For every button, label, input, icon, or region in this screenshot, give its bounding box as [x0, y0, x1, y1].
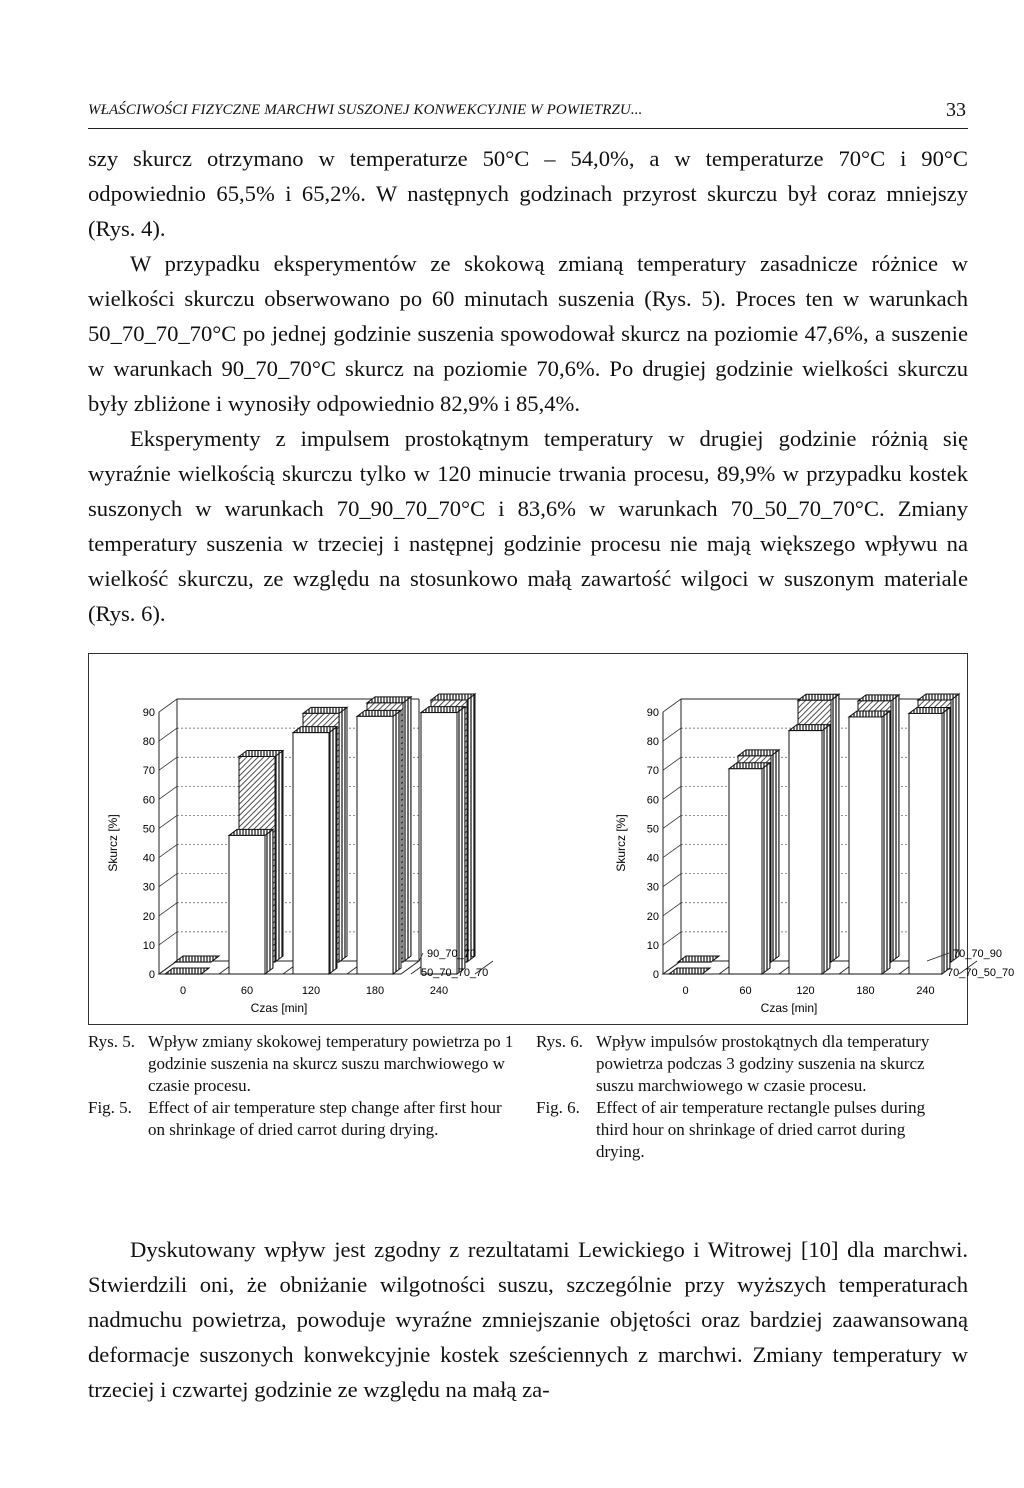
- bar-top-face: [738, 750, 779, 756]
- series-label: 90_70_70: [427, 948, 476, 960]
- caption-rys-5: [88, 1031, 520, 1141]
- bar-side-face: [822, 725, 830, 974]
- bar-side-face: [265, 829, 273, 974]
- bar-top-face: [421, 707, 465, 713]
- bar-50_70_70_70: [293, 727, 337, 974]
- bar-side-face: [329, 727, 337, 974]
- bar-side-face: [891, 695, 899, 962]
- y-tick-label: 20: [142, 910, 155, 923]
- running-title: WŁAŚCIWOŚCI FIZYCZNE MARCHWI SUSZONEJ KONWEKCYJNIE W POWIETRZU...: [88, 102, 643, 118]
- paragraph: szy skurcz otrzymano w temperaturze 50°C – 54,0%, a w temperaturze 70°C i 90°C odpowiednio 65,5% i 65,2%. W następnych godzinach przyrost skurczu był coraz mniejszy (Rys. 4).: [88, 146, 968, 241]
- gridline-side: [159, 815, 177, 828]
- x-tick-label: 240: [916, 985, 935, 997]
- x-tick-label: 180: [365, 985, 385, 997]
- gridline-side: [663, 932, 681, 945]
- bar-top-face: [229, 829, 273, 835]
- bar-front-face: [729, 769, 762, 974]
- bar-top-face: [789, 725, 830, 731]
- caption-text: Effect of air temperature step change after first hour on shrinkage of dried carrot during drying.: [148, 1098, 502, 1139]
- bar-top-face: [918, 694, 959, 700]
- page-number: 33: [946, 99, 966, 121]
- gridline-side: [159, 757, 177, 770]
- gridline-side: [159, 845, 177, 858]
- caption-label: Rys. 5.: [88, 1032, 136, 1051]
- x-tick-label: 240: [429, 985, 449, 997]
- y-tick-label: 40: [646, 852, 659, 865]
- y-tick-label: 70: [142, 765, 155, 778]
- y-tick-label: 20: [646, 910, 659, 923]
- bar-front-face: [789, 731, 822, 974]
- bar-side-face: [393, 710, 401, 974]
- bar-top-face: [357, 710, 401, 716]
- bar-90_70_70: [175, 956, 219, 962]
- paragraph: Eksperymenty z impulsem prostokątnym temperatury w drugiej godzinie różnią się wyraźnie wielkością skurczu tylko w 120 minucie trwania procesu, 89,9% w przypadku kostek suszonych w warunkach 70_90_70_70°C i 83,6% w warunkach 70_50_70_70°C. Zmiany temperatury suszenia w trzeciej i następnej godzinie procesu nie mają większego wpływu na wielkość skurczu, ze względu na stosunkowo małą zawartość wilgoci w suszonym materiale (Rys. 6).: [88, 426, 968, 626]
- gridline-side: [159, 903, 177, 916]
- bar-top-face: [849, 711, 890, 717]
- gridline-side: [159, 786, 177, 799]
- gridline-side: [663, 845, 681, 858]
- gridline-side: [159, 728, 177, 741]
- bar-50_70_70_70: [357, 710, 401, 974]
- bar-front-face: [421, 713, 457, 974]
- x-tick-label: 60: [240, 985, 254, 997]
- y-tick-label: 70: [646, 765, 659, 778]
- y-tick-label: 90: [646, 707, 659, 719]
- bar-side-face: [771, 750, 779, 962]
- x-tick-label: 0: [682, 985, 689, 997]
- bar-side-face: [831, 694, 839, 962]
- chart-rys-5: [89, 654, 529, 1024]
- bar-side-face: [942, 707, 950, 974]
- bar-top-face: [431, 694, 475, 700]
- figure-frame: [88, 653, 1015, 1025]
- y-tick-label: 60: [646, 794, 659, 807]
- y-tick-label: 80: [142, 736, 155, 749]
- gridline-side: [663, 786, 681, 799]
- caption-rys-6: [536, 1031, 956, 1163]
- y-tick-label: 40: [142, 852, 155, 865]
- series-label: 70_70_90: [953, 948, 1002, 960]
- bar-50_70_70_70: [165, 968, 209, 974]
- y-tick-label: 30: [142, 881, 155, 894]
- bar-top-face: [729, 763, 770, 769]
- bar-side-face: [339, 707, 347, 962]
- y-tick-label: 50: [646, 823, 659, 836]
- running-header: [88, 98, 968, 129]
- gridline-side: [663, 903, 681, 916]
- bar-70_70_50_70: [789, 725, 830, 974]
- y-tick-label: 90: [142, 707, 155, 719]
- caption-text: Effect of air temperature rectangle pulses during third hour on shrinkage of dried carrot during drying.: [596, 1098, 926, 1161]
- chart-rys-6: [529, 654, 1015, 1024]
- bar-top-face: [165, 968, 209, 974]
- caption-text: Wpływ zmiany skokowej temperatury powietrza po 1 godzinie suszenia na skurcz suszu marchwiowego w czasie procesu.: [148, 1032, 514, 1095]
- y-axis-label: Skurcz [%]: [106, 814, 120, 872]
- x-tick-label: 180: [856, 985, 875, 997]
- bar-70_70_50_70: [849, 711, 890, 974]
- x-tick-label: 120: [301, 985, 321, 997]
- bar-side-face: [762, 763, 770, 974]
- bar-side-face: [275, 750, 283, 962]
- y-tick-label: 0: [148, 969, 155, 981]
- bar-side-face: [457, 707, 465, 974]
- paragraph: Dyskutowany wpływ jest zgodny z rezultatami Lewickiego i Witrowej [10] dla marchwi. Stwierdzili oni, że obniżanie wilgotności suszu, szczególnie przy wyższych temperaturach nadmuchu powietrza, powoduje wyraźne zmniejszanie objętości oraz bardziej zaawansowaną deformacje suszonych konwekcyjnie kostek sześciennych z marchwi. Zmiany temperatury w trzeciej i czwartej godzinie ze względu na małą za-: [88, 1237, 968, 1402]
- caption-label: Fig. 6.: [536, 1098, 580, 1117]
- gridline-side: [159, 932, 177, 945]
- bar-top-face: [909, 707, 950, 713]
- bar-front-face: [357, 716, 393, 974]
- bar-70_70_50_70: [669, 968, 710, 974]
- y-axis-label: Skurcz [%]: [614, 814, 628, 872]
- gridline-side: [159, 699, 177, 712]
- bar-top-face: [175, 956, 219, 962]
- series-label: 50_70_70_70: [421, 967, 489, 979]
- bar-front-face: [293, 733, 329, 974]
- bar-70_70_50_70: [729, 763, 770, 974]
- caption-label: Rys. 6.: [536, 1032, 584, 1051]
- gridline-side: [663, 815, 681, 828]
- bar-side-face: [951, 694, 959, 962]
- caption-text: Wpływ impulsów prostokątnych dla temperatury powietrza podczas 3 godziny suszenia na skurcz suszu marchwiowego w czasie procesu.: [596, 1032, 930, 1095]
- bar-side-face: [467, 694, 475, 962]
- gridline-side: [159, 874, 177, 887]
- bar-top-face: [669, 968, 710, 974]
- body-text-bottom: [88, 1232, 968, 1407]
- bar-50_70_70_70: [421, 707, 465, 974]
- y-tick-label: 50: [142, 823, 155, 836]
- bar-top-face: [367, 697, 411, 703]
- bar-side-face: [882, 711, 890, 974]
- x-axis-label: Czas [min]: [250, 1001, 308, 1015]
- bar-top-face: [798, 694, 839, 700]
- bar-front-face: [909, 713, 942, 974]
- bar-70_70_90: [678, 956, 719, 962]
- caption-label: Fig. 5.: [88, 1098, 132, 1117]
- y-tick-label: 30: [646, 881, 659, 894]
- bar-top-face: [293, 727, 337, 733]
- y-tick-label: 60: [142, 794, 155, 807]
- x-tick-label: 0: [179, 985, 187, 997]
- bar-50_70_70_70: [229, 829, 273, 974]
- y-tick-label: 10: [646, 939, 659, 952]
- y-tick-label: 10: [142, 939, 155, 952]
- bar-top-face: [858, 695, 899, 701]
- bar-top-face: [303, 707, 347, 713]
- body-text-top: [88, 141, 968, 631]
- bar-side-face: [403, 697, 411, 962]
- bar-top-face: [678, 956, 719, 962]
- series-label: 70_70_50_70: [947, 967, 1015, 979]
- bar-front-face: [849, 717, 882, 974]
- y-tick-label: 0: [652, 969, 659, 981]
- paragraph: W przypadku eksperymentów ze skokową zmianą temperatury zasadnicze różnice w wielkości skurczu obserwowano po 60 minutach suszenia (Rys. 5). Proces ten w warunkach 50_70_70_70°C po jednej godzinie suszenia spowodował skurcz na poziomie 47,6%, a suszenie w warunkach 90_70_70°C skurcz na poziomie 70,6%. Po drugiej godzinie wielkości skurczu były zbliżone i wynosiły odpowiednio 82,9% i 85,4%.: [88, 251, 968, 416]
- y-tick-label: 80: [646, 736, 659, 749]
- gridline-side: [663, 728, 681, 741]
- gridline-side: [663, 757, 681, 770]
- bar-top-face: [239, 750, 283, 756]
- gridline-side: [663, 874, 681, 887]
- x-tick-label: 120: [796, 985, 815, 997]
- x-tick-label: 60: [739, 985, 752, 997]
- bar-front-face: [229, 835, 265, 974]
- x-axis-label: Czas [min]: [760, 1001, 818, 1015]
- gridline-side: [663, 699, 681, 712]
- bar-70_70_50_70: [909, 707, 950, 974]
